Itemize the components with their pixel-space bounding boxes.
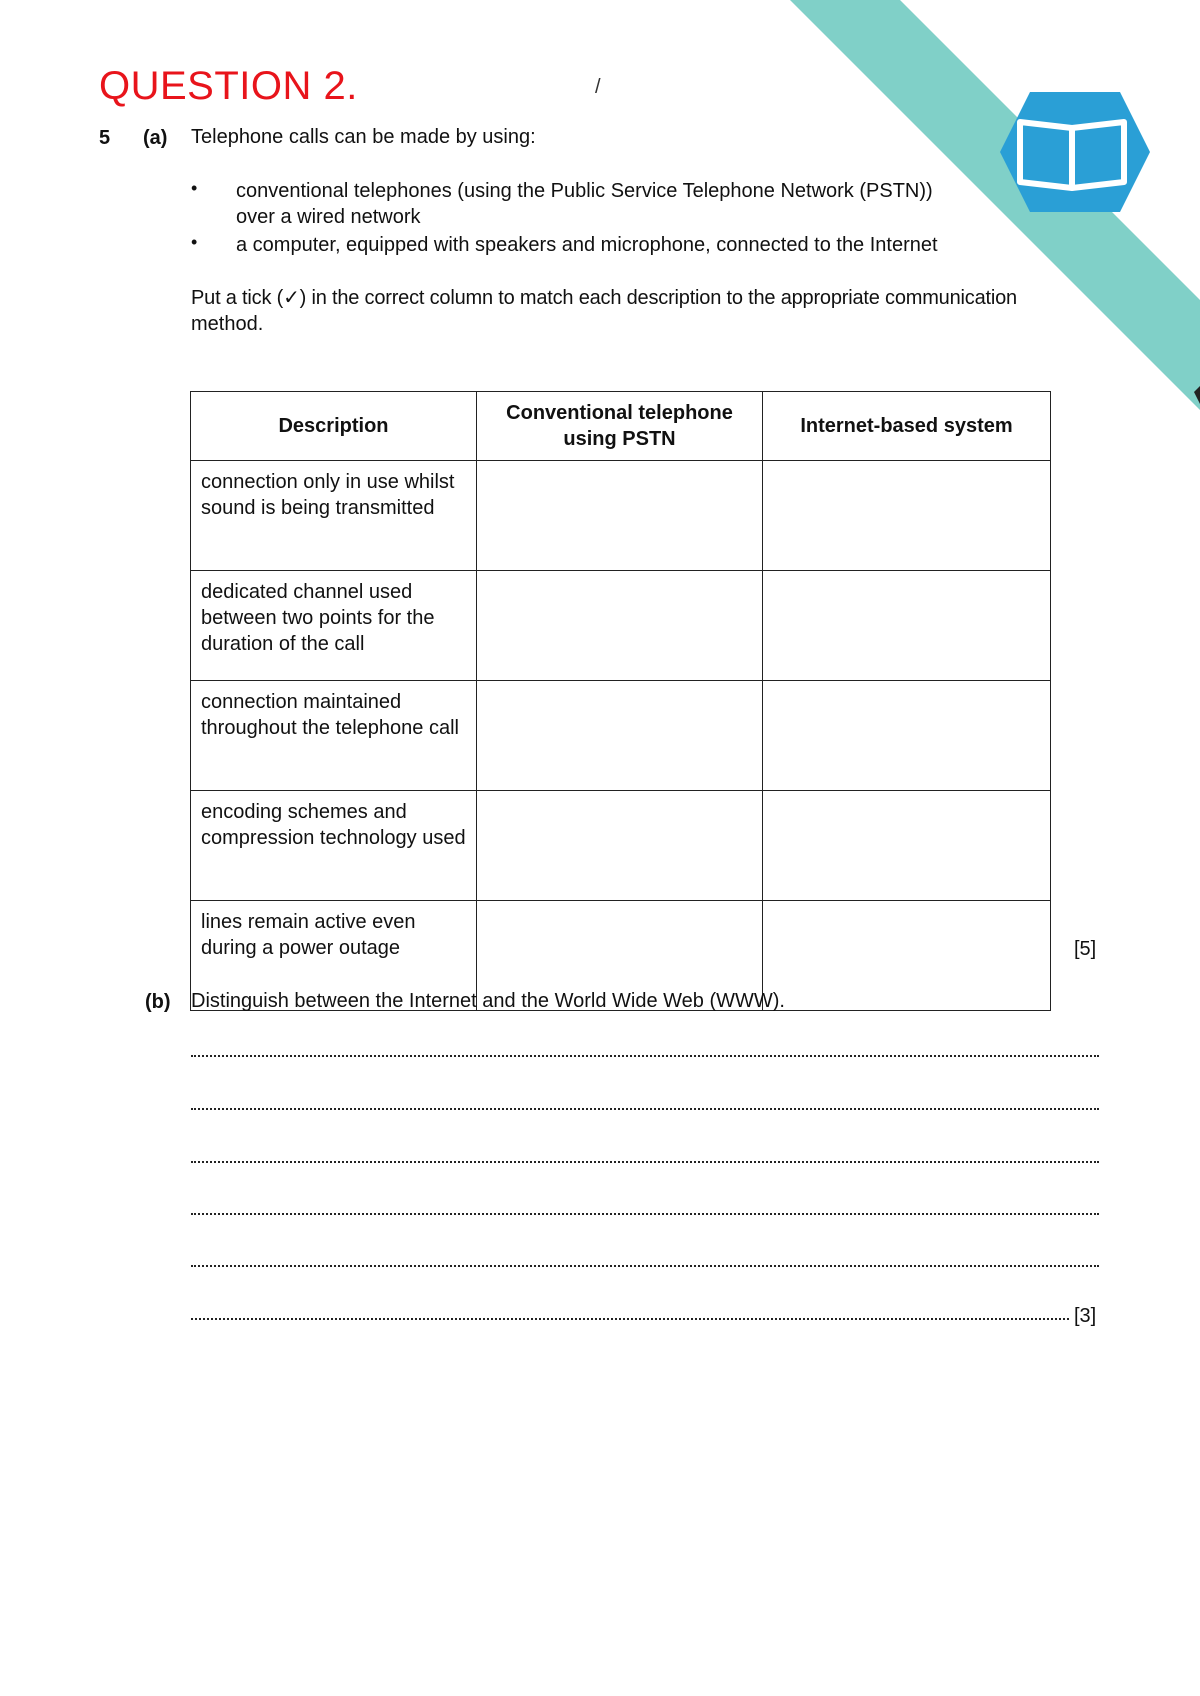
answer-line[interactable] (191, 1106, 1099, 1110)
part-a-marks: [5] (1074, 938, 1097, 960)
answer-line[interactable] (191, 1316, 1069, 1320)
answer-line[interactable] (191, 1211, 1099, 1215)
row-description: connection only in use whilst sound is being transmitted (191, 461, 477, 571)
table-row (191, 461, 1051, 571)
header-internet: Internet-based system (763, 392, 1051, 461)
answer-table (190, 391, 1051, 1011)
tick-cell-internet[interactable] (763, 461, 1051, 571)
bullet-item-2: a computer, equipped with speakers and microphone, connected to the Internet (236, 234, 938, 256)
tick-cell-pstn[interactable] (477, 461, 763, 571)
question-number: 5 (99, 127, 111, 149)
tick-cell-internet[interactable] (763, 791, 1051, 901)
row-description: dedicated channel used between two points for the duration of the call (191, 571, 477, 681)
answer-line[interactable] (191, 1159, 1099, 1163)
tick-cell-internet[interactable] (763, 901, 1051, 1011)
bullet-1-line-1: conventional telephones (using the Public Service Telephone Network (PSTN)) (236, 180, 933, 202)
part-b-prompt: Distinguish between the Internet and the World Wide Web (WWW). (191, 990, 785, 1012)
part-b-marks: [3] (1074, 1305, 1097, 1327)
tick-cell-pstn[interactable] (477, 681, 763, 791)
instruction-line-2: method. (191, 313, 264, 335)
part-a-intro: Telephone calls can be made by using: (191, 126, 536, 148)
corner-banner (790, 0, 1200, 410)
row-description: connection maintained throughout the telephone call (191, 681, 477, 791)
stray-mark: / (595, 76, 601, 98)
bullet-1-line-2: over a wired network (236, 206, 421, 228)
row-description: lines remain active even during a power outage (191, 901, 477, 1011)
answer-line[interactable] (191, 1263, 1099, 1267)
tick-cell-pstn[interactable] (477, 571, 763, 681)
bullet-marker: • (191, 178, 198, 198)
part-b-label: (b) (145, 991, 171, 1013)
table-row (191, 791, 1051, 901)
diagonal-ribbon (790, 0, 1200, 410)
row-description: encoding schemes and compression technology used (191, 791, 477, 901)
question-title: QUESTION 2. (99, 64, 358, 108)
tick-cell-internet[interactable] (763, 681, 1051, 791)
table-row (191, 681, 1051, 791)
header-pstn: Conventional telephone using PSTN (477, 392, 763, 461)
instruction-line-1: Put a tick (✓) in the correct column to match each description to the appropriate communication (191, 287, 1017, 309)
book-icon[interactable] (1000, 92, 1150, 212)
header-description: Description (191, 392, 477, 461)
table-row (191, 571, 1051, 681)
tick-cell-internet[interactable] (763, 571, 1051, 681)
part-a-label: (a) (143, 127, 168, 149)
answer-line[interactable] (191, 1053, 1099, 1057)
bullet-marker: • (191, 232, 198, 252)
tick-cell-pstn[interactable] (477, 791, 763, 901)
